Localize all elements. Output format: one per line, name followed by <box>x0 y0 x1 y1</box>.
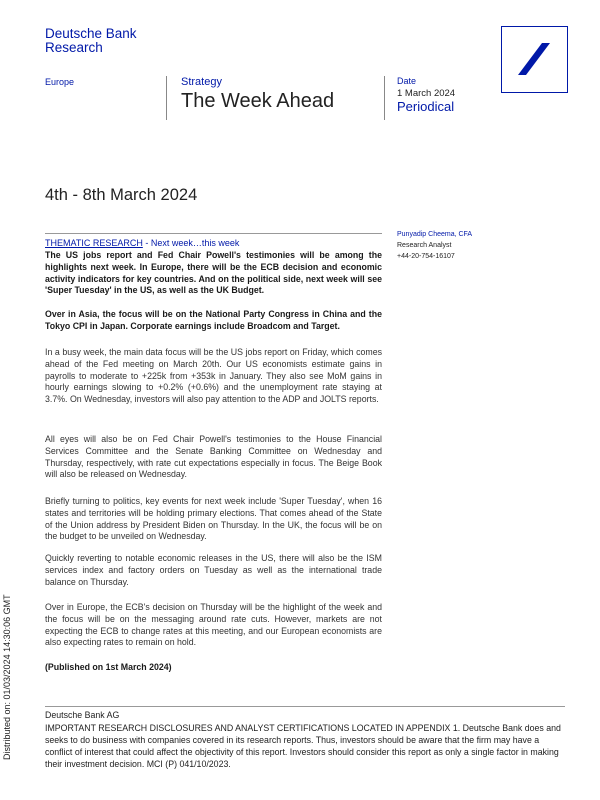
analyst-name[interactable]: Punyadip Cheema, CFA <box>397 231 473 238</box>
section-rule <box>45 233 382 234</box>
brand-name: Deutsche Bank <box>45 26 137 41</box>
footer-company: Deutsche Bank AG <box>45 710 120 720</box>
thematic-separator: - <box>142 238 151 248</box>
thematic-subtitle: Next week…this week <box>150 238 240 248</box>
date-label: Date <box>397 76 417 86</box>
footer-disclosure: IMPORTANT RESEARCH DISCLOSURES AND ANALYST CERTIFICATIONS LOCATED IN APPENDIX 1. Deutsche Bank does and seeks to do business with companies covered in its research reports. Thus, investors should be aware that the firm may have a conflict of interest that could affect the objectivity of this report. Investors should consider this report as only a single factor in making their investment decision. MCI (P) 041/10/2023. <box>45 723 561 769</box>
thematic-line <box>45 238 239 248</box>
date-value: 1 March 2024 <box>397 88 456 99</box>
body-paragraph: In a busy week, the main data focus will be the US jobs report on Friday, which comes ahead of the Fed meeting on March 20th. Our US economists estimate gains in payrolls to moderate to +225k from +353k in January. They also see MoM gains in hourly earnings slowing to +0.2% (+0.6%) and the unemployment rate staying at 3.7%. On Wednesday, investors will also pay attention to the ADP and JOLTS reports. <box>45 347 382 405</box>
distribution-stamp: Distributed on: 01/03/2024 14:30:06 GMT <box>2 594 12 760</box>
summary-paragraph: The US jobs report and Fed Chair Powell's testimonies will be among the highlights next week. In Europe, there will be the ECB decision and economic activity indicators for key countries. And on the political side, next week will see 'Super Tuesday' in the US, as well as the UK Budget. <box>45 250 382 296</box>
published-note: (Published on 1st March 2024) <box>45 662 172 672</box>
summary-paragraph: Over in Asia, the focus will be on the National Party Congress in China and the Tokyo CPI in Japan. Corporate earnings include Broadcom and Target. <box>45 309 382 331</box>
analyst-role: Research Analyst <box>397 242 452 249</box>
brand-research: Research <box>45 40 103 55</box>
body-paragraph: All eyes will also be on Fed Chair Powell's testimonies to the House Financial Services Committee and the Senate Banking Committee on Wednesday and Thursday, respectively, with rate cut expectations especially in focus. The Beige Book will also be released on Wednesday. <box>45 434 382 480</box>
footer-rule <box>45 706 565 707</box>
header-divider <box>166 76 167 120</box>
deutsche-bank-logo-icon <box>501 26 568 93</box>
analyst-phone: +44-20-754-16107 <box>397 253 455 260</box>
region-label: Europe <box>45 77 75 87</box>
thematic-research-link[interactable]: THEMATIC RESEARCH <box>45 238 143 248</box>
body-paragraph: Over in Europe, the ECB's decision on Thursday will be the highlight of the week and the focus will be on the messaging around rate cuts. However, markets are not expecting the ECB to change rates at this meeting, and our European economists are also expecting rates to remain on hold. <box>45 602 382 648</box>
body-paragraph: Briefly turning to politics, key events for next week include 'Super Tuesday', when 16 states and territories will be holding primary elections. That comes ahead of the State of the Union address by President Biden on Thursday. In the UK, the focus will be on the budget to be unveiled on Wednesday. <box>45 496 382 542</box>
page-title: The Week Ahead <box>181 90 335 112</box>
body-paragraph: Quickly reverting to notable economic releases in the US, there will also be the ISM services index and factory orders on Tuesday as well as the international trade balance on Thursday. <box>45 553 382 587</box>
header-divider-right <box>384 76 385 120</box>
report-type: Periodical <box>397 99 455 114</box>
date-range-title: 4th - 8th March 2024 <box>45 186 198 204</box>
category-label: Strategy <box>181 76 222 88</box>
